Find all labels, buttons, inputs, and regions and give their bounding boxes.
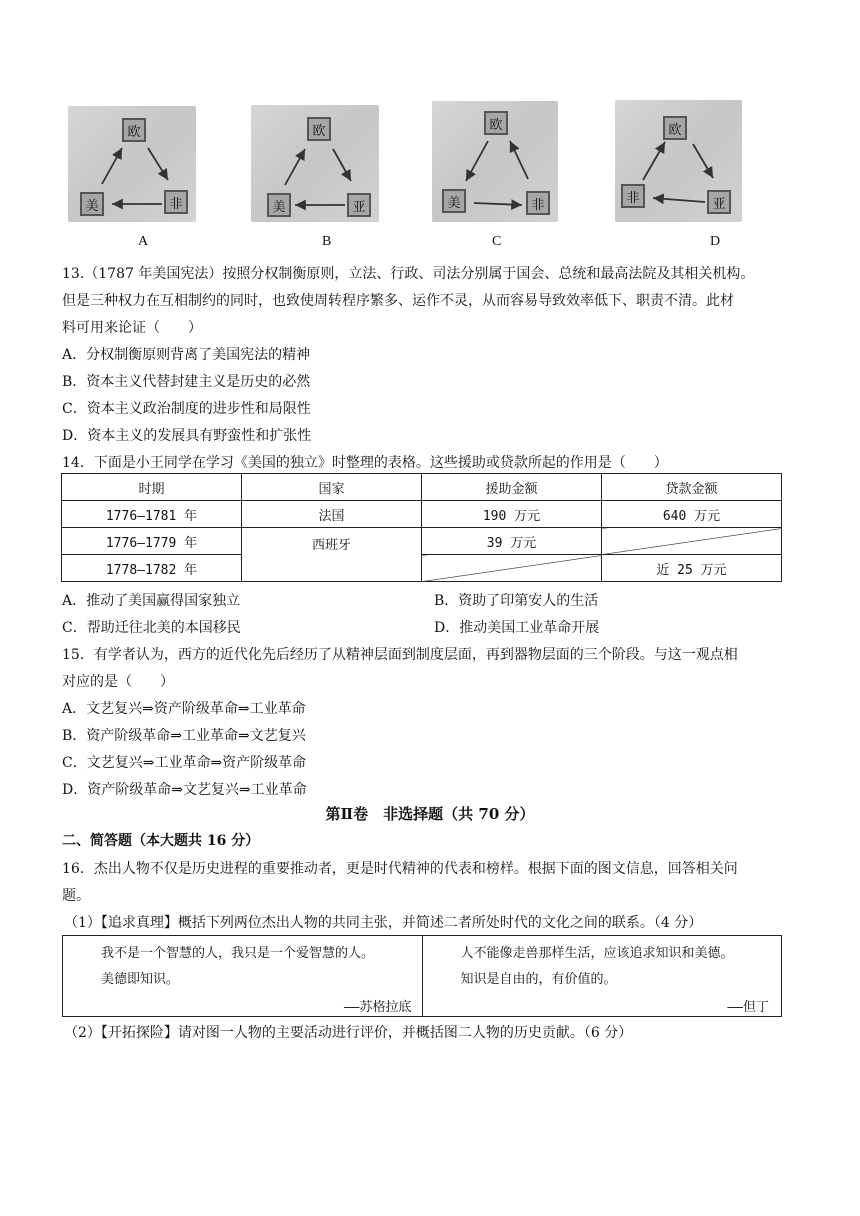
table-row <box>62 501 782 528</box>
diagram-c-left: 美 <box>442 189 466 213</box>
diagram-a-top: 欧 <box>122 118 146 142</box>
q14-option-d[interactable]: D．推动美国工业革命开展 <box>434 620 600 636</box>
diagram-b <box>251 105 379 222</box>
diagram-c <box>432 101 558 222</box>
diagram-d <box>615 100 742 222</box>
q15-stem-line-2: 对应的是（ ） <box>62 674 174 690</box>
table-cell: 39 万元 <box>422 528 602 555</box>
diagram-a-left: 美 <box>80 192 104 216</box>
diagram-c-right: 非 <box>526 191 550 215</box>
quote-line: 我不是一个智慧的人，我只是一个爱智慧的人。 <box>101 946 375 961</box>
diagram-a-right: 非 <box>164 190 188 214</box>
table-cell: 西班牙 <box>242 528 422 582</box>
q15-stem-line-1: 15．有学者认为，西方的近代化先后经历了从精神层面到制度层面，再到器物层面的三个阶段。与这一观点相 <box>62 647 738 663</box>
q13-stem-line-1: 13.（1787 年美国宪法）按照分权制衡原则，立法、行政、司法分别属于国会、总统和最高法院及其相关机构。 <box>62 266 755 282</box>
q14-option-b[interactable]: B．资助了印第安人的生活 <box>434 593 599 609</box>
table-cell: 1776—1779 年 <box>62 528 242 555</box>
diagram-c-top: 欧 <box>484 111 508 135</box>
q15-option-a[interactable]: A．文艺复兴⇒资产阶级革命⇒工业革命 <box>62 701 306 717</box>
q16-sub2: （2）【开拓探险】请对图一人物的主要活动进行评价，并概括图二人物的历史贡献。（6 分） <box>64 1025 633 1041</box>
table-cell: 1776—1781 年 <box>62 501 242 528</box>
table-row <box>62 555 782 582</box>
table-cell: 法国 <box>242 501 422 528</box>
q13-stem-line-2: 但是三种权力在互相制约的同时，也致使周转程序繁多、运作不灵，从而容易导致效率低下、职责不清。此材 <box>62 293 734 309</box>
q14-option-c[interactable]: C．帮助迁往北美的本国移民 <box>62 620 241 636</box>
q14-table <box>61 473 782 582</box>
table-header-row <box>62 474 782 501</box>
quote-socrates <box>63 936 422 1016</box>
table-cell: 近 25 万元 <box>602 555 782 582</box>
table-cell: 1778—1782 年 <box>62 555 242 582</box>
diagram-b-left: 美 <box>267 193 291 217</box>
q16-stem-line-1: 16．杰出人物不仅是历史进程的重要推动者，更是时代精神的代表和榜样。根据下面的图文信息，回答相关问 <box>62 861 738 877</box>
part2-title: 第Ⅱ卷 非选择题（共 70 分） <box>325 805 535 823</box>
quote-author: ——苏格拉底 <box>343 1000 412 1015</box>
diagonal-cell <box>422 555 602 582</box>
q14-option-a[interactable]: A．推动了美国赢得国家独立 <box>62 593 241 609</box>
table-header: 援助金额 <box>422 474 602 501</box>
table-header: 时期 <box>62 474 242 501</box>
diagram-a <box>68 106 196 222</box>
q15-option-c[interactable]: C．文艺复兴⇒工业革命⇒资产阶级革命 <box>62 755 307 771</box>
q13-option-c[interactable]: C．资本主义政治制度的进步性和局限性 <box>62 401 311 417</box>
quote-author: ——但丁 <box>727 1000 769 1015</box>
q13-stem-line-3: 料可用来论证（ ） <box>62 320 202 336</box>
quote-line: 人不能像走兽那样生活，应该追求知识和美德。 <box>460 946 734 961</box>
quote-dante <box>422 936 782 1016</box>
q16-sub1: （1）【追求真理】概括下列两位杰出人物的共同主张，并简述二者所处时代的文化之间的联系。（4 分） <box>64 915 703 931</box>
table-header: 国家 <box>242 474 422 501</box>
table-row <box>62 528 782 555</box>
diagonal-cell <box>602 528 782 555</box>
q13-option-b[interactable]: B．资本主义代替封建主义是历史的必然 <box>62 374 311 390</box>
diagram-d-left: 非 <box>621 184 645 208</box>
diagram-a-label: A <box>138 234 149 249</box>
q13-option-a[interactable]: A．分权制衡原则背离了美国宪法的精神 <box>62 347 311 363</box>
quote-line: 知识是自由的，有价值的。 <box>460 972 617 987</box>
section-heading: 二、简答题（本大题共 16 分） <box>62 833 260 849</box>
q16-stem-line-2: 题。 <box>62 888 90 904</box>
diagram-d-right: 亚 <box>707 190 731 214</box>
diagram-b-label: B <box>322 234 332 249</box>
diagram-d-top: 欧 <box>663 116 687 140</box>
diagram-b-right: 亚 <box>347 193 371 217</box>
table-cell: 640 万元 <box>602 501 782 528</box>
q15-option-b[interactable]: B．资产阶级革命⇒工业革命⇒文艺复兴 <box>62 728 306 744</box>
quote-table <box>62 935 782 1017</box>
quote-line: 美德即知识。 <box>101 972 180 987</box>
table-cell: 190 万元 <box>422 501 602 528</box>
q15-option-d[interactable]: D．资产阶级革命⇒文艺复兴⇒工业革命 <box>62 782 307 798</box>
q13-option-d[interactable]: D．资本主义的发展具有野蛮性和扩张性 <box>62 428 312 444</box>
diagram-c-label: C <box>492 234 502 249</box>
q14-stem: 14．下面是小王同学在学习《美国的独立》时整理的表格。这些援助或贷款所起的作用是（ ） <box>62 455 668 471</box>
table-header: 贷款金额 <box>602 474 782 501</box>
diagram-d-label: D <box>710 234 721 249</box>
diagram-b-top: 欧 <box>307 117 331 141</box>
